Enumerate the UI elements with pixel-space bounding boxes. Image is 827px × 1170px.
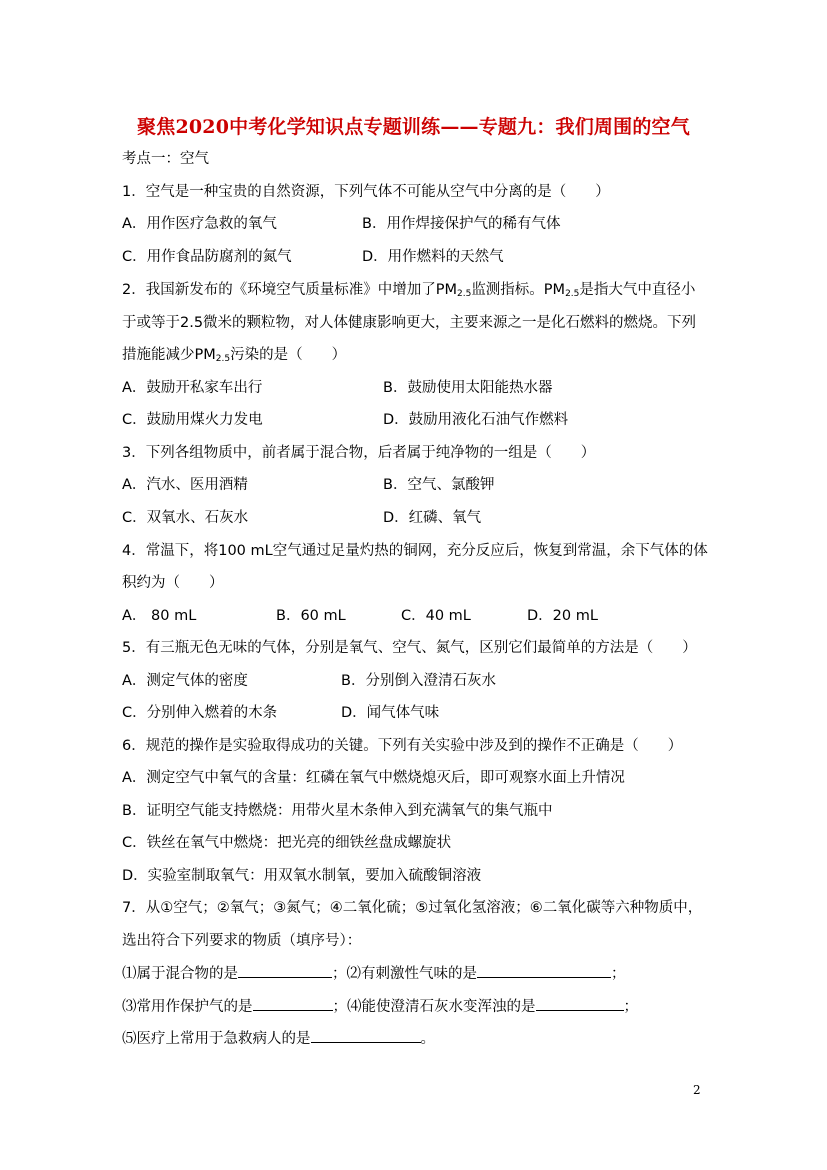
- page-number: 2: [693, 1083, 701, 1097]
- question-7-row-3: [122, 1028, 435, 1049]
- question-3-option-a: A．汽水、医用酒精: [122, 477, 248, 493]
- q7-prompt-1: ⑴属于混合物的是: [122, 966, 238, 982]
- separator: ；: [611, 966, 626, 982]
- question-1-option-c: C．用作食品防腐剂的氮气: [122, 249, 292, 265]
- question-1-stem: 1．空气是一种宝贵的自然资源，下列气体不可能从空气中分离的是（ ）: [122, 184, 610, 200]
- question-2-option-d: D．鼓励用液化石油气作燃料: [383, 412, 569, 428]
- question-7-line-2: 选出符合下列要求的物质（填序号）：: [122, 933, 362, 949]
- answer-blank[interactable]: [253, 996, 333, 1011]
- question-7-row-1: [122, 963, 626, 984]
- q7-prompt-3: ⑶常用作保护气的是: [122, 999, 253, 1015]
- question-3-option-d: D．红磷、氧气: [383, 510, 482, 526]
- question-6-option-d: D．实验室制取氧气：用双氧水制氧，要加入硫酸铜溶液: [122, 868, 482, 884]
- q7-prompt-5: ⑸医疗上常用于急救病人的是: [122, 1031, 311, 1047]
- question-4-option-b: B．60 mL: [276, 608, 346, 624]
- question-5-stem: 5．有三瓶无色无味的气体，分别是氧气、空气、氮气，区别它们最简单的方法是（ ）: [122, 640, 697, 656]
- question-6-stem: 6．规范的操作是实验取得成功的关键。下列有关实验中涉及到的操作不正确是（ ）: [122, 738, 683, 754]
- separator: ；: [332, 966, 347, 982]
- document-title: 聚焦2020中考化学知识点专题训练——专题九：我们周围的空气: [137, 116, 690, 138]
- question-3-stem: 3．下列各组物质中，前者属于混合物，后者属于纯净物的一组是（ ）: [122, 445, 596, 461]
- question-1-option-d: D．用作燃料的天然气: [362, 249, 504, 265]
- question-2-option-b: B．鼓励使用太阳能热水器: [383, 380, 553, 396]
- answer-blank[interactable]: [477, 963, 611, 978]
- pm-subscript: 2.5: [565, 289, 580, 299]
- q7-prompt-4: ⑷能使澄清石灰水变浑浊的是: [347, 999, 536, 1015]
- question-2-line-3: [122, 345, 346, 369]
- question-3-option-c: C．双氧水、石灰水: [122, 510, 249, 526]
- question-2-option-c: C．鼓励用煤火力发电: [122, 412, 263, 428]
- question-3-option-b: B．空气、氯酸钾: [383, 477, 495, 493]
- answer-blank[interactable]: [311, 1028, 421, 1043]
- question-4-line-2: 积约为（ ）: [122, 575, 224, 591]
- q2-text-d: 措施能减少PM: [122, 347, 216, 363]
- q2-text-b: 监测指标。PM: [471, 282, 566, 298]
- q2-text-e: 污染的是（ ）: [230, 347, 347, 363]
- question-4-option-c: C．40 mL: [401, 608, 471, 624]
- question-1-option-a: A．用作医疗急救的氧气: [122, 216, 277, 232]
- question-4-line-1: 4．常温下，将100 mL空气通过足量灼热的铜网，充分反应后，恢复到常温，余下气体的体: [122, 543, 708, 559]
- q2-text-a: 2．我国新发布的《环境空气质量标准》中增加了PM: [122, 282, 457, 298]
- question-5-option-d: D．闻气体气味: [341, 705, 440, 721]
- question-7-row-2: [122, 996, 638, 1017]
- question-6-option-a: A．测定空气中氧气的含量：红磷在氧气中燃烧熄灭后，即可观察水面上升情况: [122, 770, 625, 786]
- separator: ；: [332, 999, 347, 1015]
- question-7-line-1: 7．从①空气；②氧气；③氮气；④二氧化硫；⑤过氧化氢溶液；⑥二氧化碳等六种物质中，: [122, 900, 703, 916]
- question-6-option-b: B．证明空气能支持燃烧：用带火星木条伸入到充满氧气的集气瓶中: [122, 803, 553, 819]
- question-2-line-2: 于或等于2.5微米的颗粒物，对人体健康影响更大，主要来源之一是化石燃料的燃烧。下列: [122, 315, 697, 331]
- section-heading: 考点一：空气: [122, 151, 209, 167]
- question-2-option-a: A．鼓励开私家车出行: [122, 380, 263, 396]
- separator: 。: [420, 1031, 435, 1047]
- q7-prompt-2: ⑵有刺激性气味的是: [346, 966, 477, 982]
- question-6-option-c: C．铁丝在氧气中燃烧：把光亮的细铁丝盘成螺旋状: [122, 835, 452, 851]
- answer-blank[interactable]: [536, 996, 624, 1011]
- question-5-option-a: A．测定气体的密度: [122, 673, 248, 689]
- question-4-option-d: D．20 mL: [527, 608, 598, 624]
- question-4-option-a: A． 80 mL: [122, 608, 197, 624]
- question-5-option-b: B．分别倒入澄清石灰水: [341, 673, 496, 689]
- pm-subscript: 2.5: [456, 289, 472, 299]
- answer-blank[interactable]: [238, 963, 332, 978]
- pm-subscript: 2.5: [215, 354, 231, 364]
- q2-text-c: 是指大气中直径小: [579, 282, 696, 298]
- question-2-line-1: [122, 280, 695, 304]
- question-5-option-c: C．分别伸入燃着的木条: [122, 705, 278, 721]
- separator: ；: [623, 999, 638, 1015]
- question-1-option-b: B．用作焊接保护气的稀有气体: [362, 216, 561, 232]
